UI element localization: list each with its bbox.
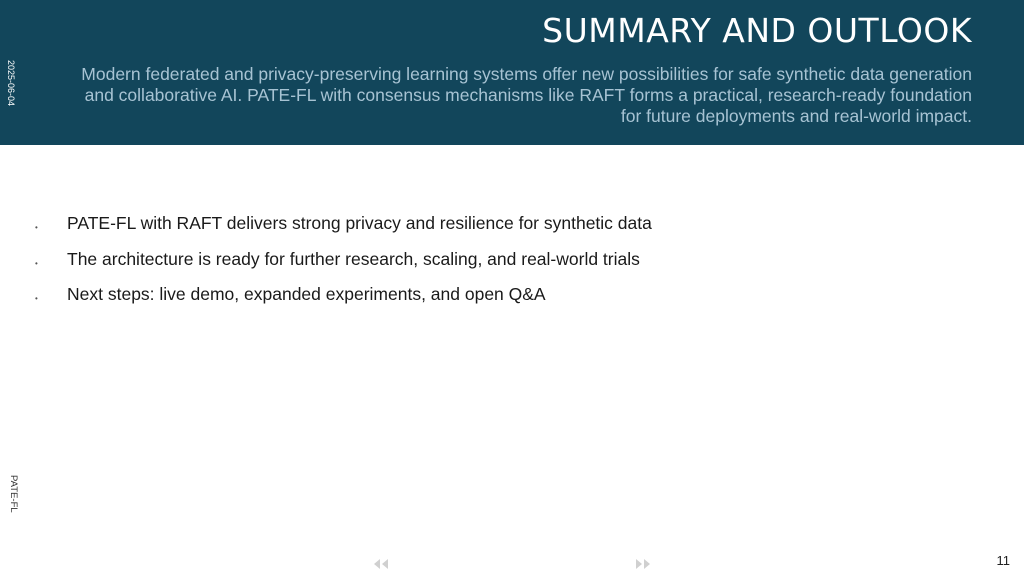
bullet-text: The architecture is ready for further research, scaling, and real-world trials xyxy=(67,248,640,269)
previous-slide-button[interactable] xyxy=(371,556,391,572)
page-number: 11 xyxy=(996,553,1010,568)
bullet-marker: • xyxy=(35,223,38,232)
bullet-marker: • xyxy=(35,294,38,303)
slide-subtitle: Modern federated and privacy-preserving learning systems offer new possibilities for safe synthetic data generation and collaborative AI. PATE-FL with consensus mechanisms like RAFT forms a practical, research-ready foundation for future deployments and real-world impact. xyxy=(81,64,972,126)
slide-header xyxy=(0,0,1024,145)
bullet-text: PATE-FL with RAFT delivers strong privacy and resilience for synthetic data xyxy=(67,213,652,233)
double-chevron-left-icon xyxy=(371,556,391,572)
slide-title: SUMMARY AND OUTLOOK xyxy=(542,11,972,50)
bullet-marker: • xyxy=(35,258,38,268)
slide-footer: PATE-FL xyxy=(8,475,19,513)
next-slide-button[interactable] xyxy=(633,556,653,572)
bullet-text: Next steps: live demo, expanded experiments, and open Q&A xyxy=(67,284,546,304)
double-chevron-right-icon xyxy=(633,556,653,572)
slide-date: 2025-06-04 xyxy=(6,60,16,107)
